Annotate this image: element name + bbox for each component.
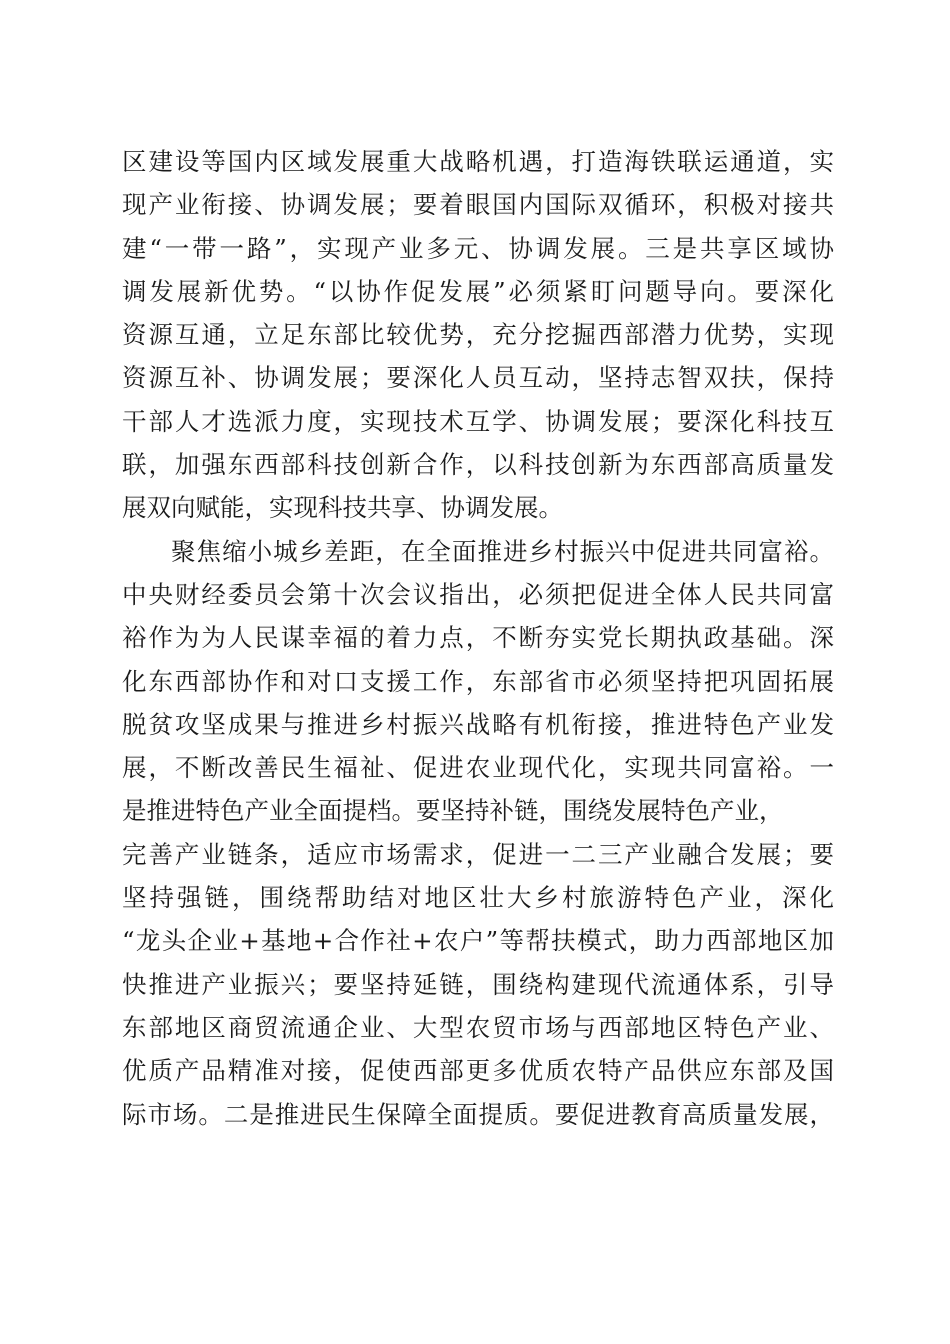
text-line: 区建设等国内区域发展重大战略机遇，打造海铁联运通道，实 xyxy=(122,147,834,176)
text-line: 联，加强东西部科技创新合作，以科技创新为东西部高质量发 xyxy=(122,450,834,480)
text-line: 调发展新优势。“以协作促发展”必须紧盯问题导向。要深化 xyxy=(122,276,834,306)
text-line: 裕作为为人民谋幸福的着力点，不断夯实党长期执政基础。深 xyxy=(122,623,834,653)
text-line: 完善产业链条，适应市场需求，促进一二三产业融合发展；要 xyxy=(122,839,834,869)
text-line: 优质产品精准对接，促使西部更多优质农特产品供应东部及国 xyxy=(122,1056,834,1086)
paragraph-start-line: 聚焦缩小城乡差距，在全面推进乡村振兴中促进共同富裕。 xyxy=(171,536,834,566)
text-line: 脱贫攻坚成果与推进乡村振兴战略有机衔接，推进特色产业发 xyxy=(122,709,834,739)
text-line: 坚持强链，围绕帮助结对地区壮大乡村旅游特色产业，深化 xyxy=(122,883,834,913)
text-line: 干部人才选派力度，实现技术互学、协调发展；要深化科技互 xyxy=(122,406,834,436)
text-line: 际市场。二是推进民生保障全面提质。要促进教育高质量发展， xyxy=(122,1099,834,1129)
body-text xyxy=(122,140,834,1136)
text-line: “龙头企业+基地+合作社+农户”等帮扶模式，助力西部地区加 xyxy=(122,926,834,956)
text-line: 化东西部协作和对口支援工作，东部省市必须坚持把巩固拓展 xyxy=(122,666,834,696)
text-line: 资源互通，立足东部比较优势，充分挖掘西部潜力优势，实现 xyxy=(122,320,834,350)
text-line: 展，不断改善民生福祉、促进农业现代化，实现共同富裕。一 xyxy=(122,753,834,783)
text-line: 是推进特色产业全面提档。要坚持补链，围绕发展特色产业， xyxy=(122,796,784,826)
text-line: 中央财经委员会第十次会议指出，必须把促进全体人民共同富 xyxy=(122,579,834,609)
text-line: 现产业衔接、协调发展；要着眼国内国际双循环，积极对接共 xyxy=(122,190,834,220)
text-line: 东部地区商贸流通企业、大型农贸市场与西部地区特色产业、 xyxy=(122,1012,834,1042)
text-line: 快推进产业振兴；要坚持延链，围绕构建现代流通体系，引导 xyxy=(122,969,834,999)
text-line: 资源互补、协调发展；要深化人员互动，坚持志智双扶，保持 xyxy=(122,363,834,393)
text-line: 建“一带一路”，实现产业多元、协调发展。三是共享区域协 xyxy=(122,233,834,263)
paragraph-end-line: 展双向赋能，实现科技共享、协调发展。 xyxy=(122,493,563,523)
